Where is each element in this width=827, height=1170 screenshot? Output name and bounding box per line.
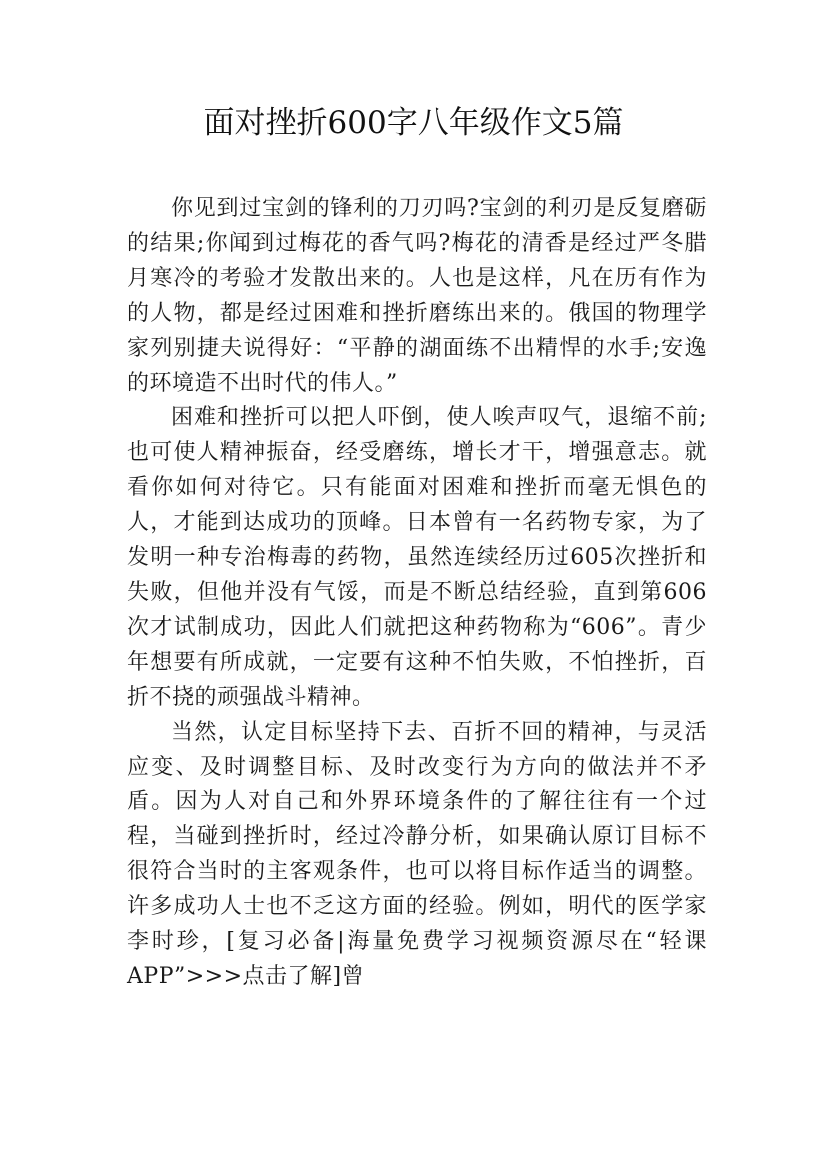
document-body: [127, 192, 707, 995]
paragraph-1: 你见到过宝剑的锋利的刀刃吗?宝剑的利刃是反复磨砺的结果;你闻到过梅花的香气吗?梅花的清香是经过严冬腊月寒冷的考验才发散出来的。人也是这样，凡在历有作为的人物，都是经过困难和挫折磨练出来的。俄国的物理学家列别捷夫说得好：“平静的湖面练不出精悍的水手;安逸的环境造不出时代的伟人。”: [127, 196, 707, 396]
paragraph-2: 困难和挫折可以把人吓倒，使人唉声叹气，退缩不前;也可使人精神振奋，经受磨练，增长才干，增强意志。就看你如何对待它。只有能面对困难和挫折而毫无惧色的人，才能到达成功的顶峰。日本曾有一名药物专家，为了发明一种专治梅毒的药物，虽然连续经历过605次挫折和失败，但他并没有气馁，而是不断总结经验，直到第606次才试制成功，因此人们就把这种药物称为“606”。青少年想要有所成就，一定要有这种不怕失败，不怕挫折，百折不挠的顽强战斗精神。: [127, 405, 707, 710]
document-title: 面对挫折600字八年级作文5篇: [203, 105, 624, 141]
paragraph-3: 当然，认定目标坚持下去、百折不回的精神，与灵活应变、及时调整目标、及时改变行为方向的做法并不矛盾。因为人对自己和外界环境条件的了解往往有一个过程，当碰到挫折时，经过冷静分析，如果确认原订目标不很符合当时的主客观条件，也可以将目标作适当的调整。许多成功人士也不乏这方面的经验。例如，明代的医学家李时珍，[复习必备|海量免费学习视频资源尽在“轻课APP”>>>点击了解]曾: [127, 719, 707, 989]
